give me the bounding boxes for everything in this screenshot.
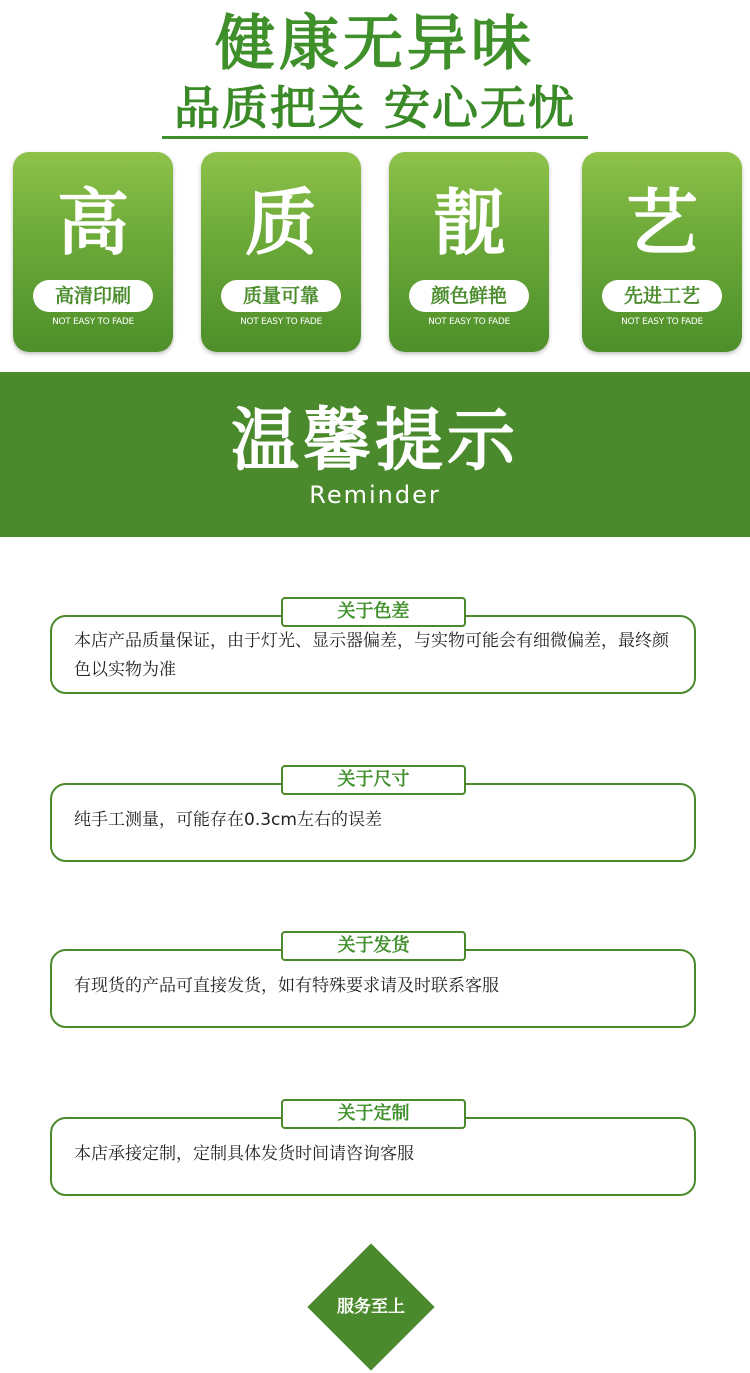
feature-tag: NOT EASY TO FADE (621, 317, 703, 327)
feature-tag: NOT EASY TO FADE (240, 317, 322, 327)
notice-label: 关于尺寸 (281, 765, 466, 795)
feature-tile-high (13, 152, 173, 352)
notice-text: 有现货的产品可直接发货，如有特殊要求请及时联系客服 (74, 976, 499, 996)
feature-tiles (0, 152, 750, 356)
feature-tile-craft (582, 152, 742, 352)
headline-title: 健康无异味 (215, 9, 535, 79)
service-badge (307, 1243, 435, 1371)
reminder-banner (0, 372, 750, 537)
notice-label: 关于发货 (281, 931, 466, 961)
headline-underline (162, 136, 588, 139)
notice-label: 关于色差 (281, 597, 466, 627)
notice-text: 本店承接定制，定制具体发货时间请咨询客服 (74, 1144, 414, 1164)
reminder-title: 温馨提示 (230, 402, 519, 481)
feature-tile-vivid (389, 152, 549, 352)
feature-char: 艺 (625, 181, 698, 265)
feature-label: 高清印刷 (33, 280, 153, 312)
service-badge-label: 服务至上 (337, 1297, 405, 1317)
reminder-subtitle: Reminder (309, 481, 441, 509)
feature-tag: NOT EASY TO FADE (428, 317, 510, 327)
feature-tag: NOT EASY TO FADE (52, 317, 134, 327)
notice-text: 纯手工测量，可能存在0.3cm左右的误差 (74, 810, 382, 830)
headline-subtitle: 品质把关 安心无忧 (173, 81, 576, 135)
feature-label: 颜色鲜艳 (409, 280, 529, 312)
notice-label: 关于定制 (281, 1099, 466, 1129)
notice-text: 本店产品质量保证，由于灯光、显示器偏差，与实物可能会有细微偏差，最终颜色以实物为准 (74, 631, 669, 680)
feature-char: 高 (56, 181, 129, 265)
feature-tile-quality (201, 152, 361, 352)
feature-label: 质量可靠 (221, 280, 341, 312)
feature-char: 质 (244, 181, 317, 265)
feature-label: 先进工艺 (602, 280, 722, 312)
feature-char: 靓 (432, 181, 505, 265)
